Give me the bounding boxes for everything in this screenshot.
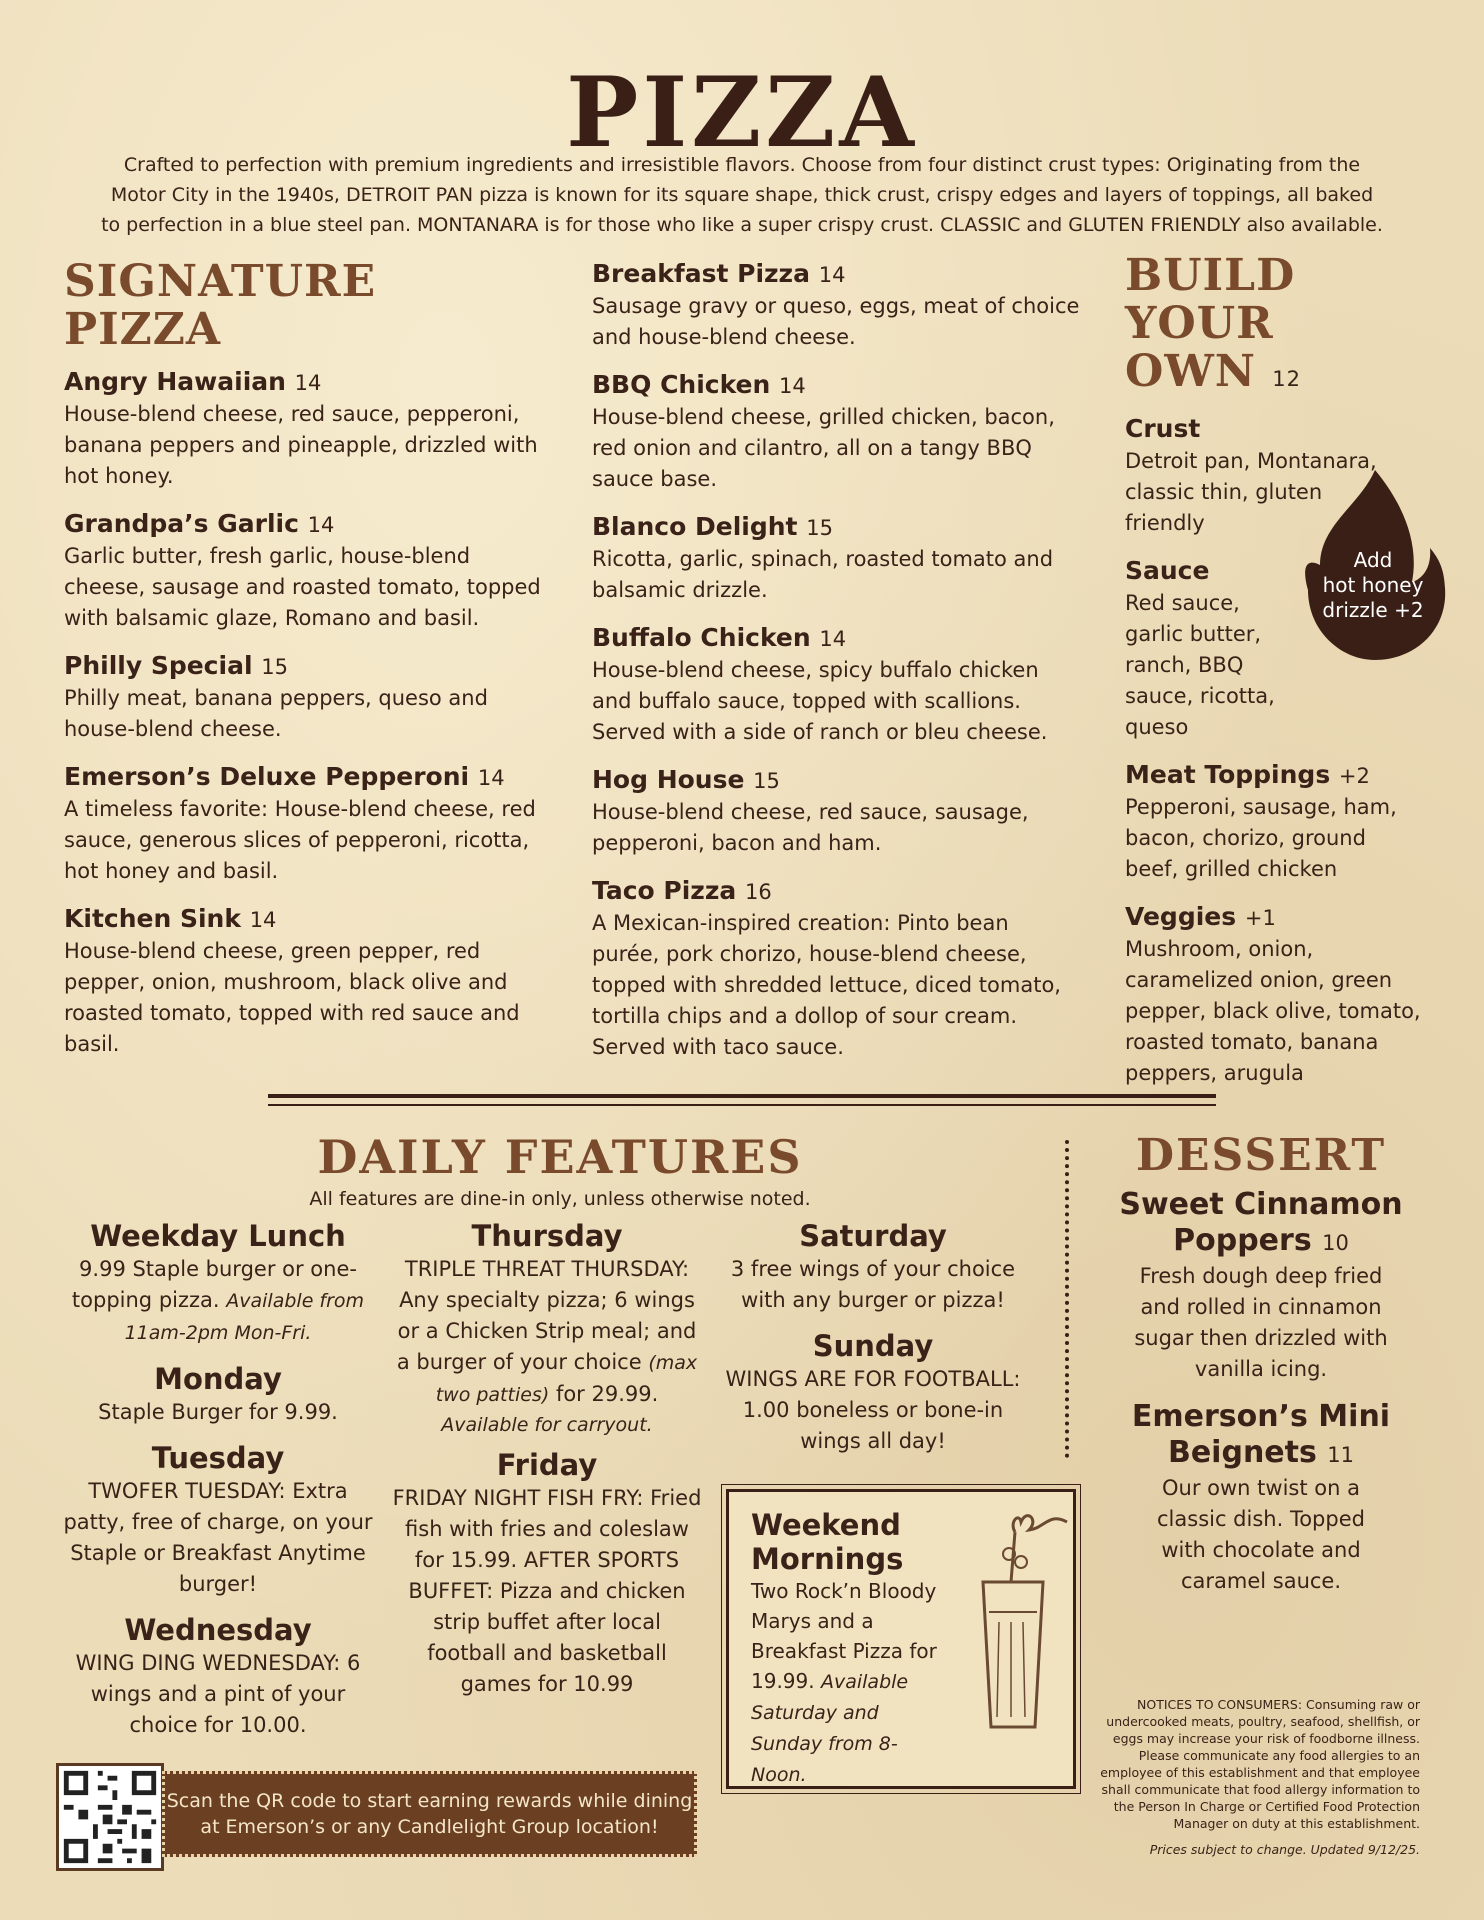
item-price: 14 — [818, 263, 846, 287]
weekend-title: Weekend Mornings — [751, 1508, 904, 1576]
option-price: +1 — [1244, 906, 1276, 930]
menu-title: PIZZA — [566, 56, 918, 169]
option-name: Crust — [1125, 414, 1201, 443]
option-description: Detroit pan, Montanara, classic thin, gluten friendly — [1125, 449, 1377, 535]
day-name: Thursday — [471, 1219, 623, 1253]
item-name: Kitchen Sink — [64, 904, 241, 933]
item-name: Philly Special — [64, 651, 253, 680]
section-divider — [268, 1094, 1216, 1098]
features-column-1 — [60, 1218, 376, 1741]
menu-item — [592, 258, 1082, 353]
item-name: Taco Pizza — [592, 876, 737, 905]
item-description: House-blend cheese, red sauce, pepperoni, banana peppers and pineapple, drizzled with hot honey. — [64, 402, 538, 488]
bloody-mary-glass-icon — [949, 1502, 1073, 1732]
day-text: 9.99 Staple burger or one-topping pizza. — [71, 1257, 357, 1312]
menu-item — [64, 903, 544, 1060]
item-name: Angry Hawaiian — [64, 367, 286, 396]
option-description: Mushroom, onion, caramelized onion, green pepper, black olive, tomato, roasted tomato, banana peppers, arugula — [1125, 937, 1421, 1085]
menu-item — [592, 511, 1082, 606]
menu-intro: Crafted to perfection with premium ingredients and irresistible flavors. Choose from four distinct crust types: Originating from the Motor City in the 1940s, DETROIT PAN pizza is known for its square shape, thick crust, crispy edges and layers of toppings, all baked to perfection in a blue steel pan. MONTANARA is for those who like a super crispy crust. CLASSIC and GLUTEN FRIENDLY also available. — [101, 154, 1383, 236]
item-price: 14 — [294, 371, 322, 395]
day-text: for 29.99. — [555, 1382, 659, 1406]
dessert-section — [1100, 1130, 1422, 1597]
day-note: (max two patties) — [435, 1352, 698, 1406]
more-pizza-section — [592, 258, 1082, 1079]
signature-heading: SIGNATURE PIZZA — [64, 256, 377, 355]
item-name: BBQ Chicken — [592, 370, 771, 399]
day-name: Saturday — [799, 1219, 947, 1253]
item-price: 15 — [806, 516, 833, 540]
day-text: 3 free wings of your choice with any burger or pizza! — [730, 1257, 1016, 1312]
day-name: Friday — [496, 1448, 598, 1482]
item-description: Garlic butter, fresh garlic, house-blend cheese, sausage and roasted tomato, topped with balsamic glaze, Romano and basil. — [64, 544, 541, 630]
hot-honey-callout: Add hot honey drizzle +2 — [1322, 548, 1424, 622]
item-price: 14 — [779, 374, 806, 398]
item-price: 14 — [477, 766, 505, 790]
day-text: FRIDAY NIGHT FISH FRY: Fried fish with fries and coleslaw for 15.99. AFTER SPORTS BUFFET: Pizza and chicken strip buffet after local football and basketball games for 10.99 — [392, 1486, 702, 1696]
item-description: House-blend cheese, grilled chicken, bacon, red onion and cilantro, all on a tangy BBQ sauce base. — [592, 405, 1055, 491]
item-description: Sausage gravy or queso, eggs, meat of choice and house-blend cheese. — [592, 294, 1080, 349]
qr-code[interactable] — [56, 1763, 164, 1871]
build-option — [1125, 901, 1425, 1089]
day-name: Tuesday — [151, 1441, 285, 1475]
build-option — [1125, 759, 1425, 885]
item-name: Grandpa’s Garlic — [64, 509, 299, 538]
build-heading: BUILD YOUR OWN 12 — [1125, 250, 1302, 397]
price-update-note: Prices subject to change. Updated 9/12/25. — [1149, 1842, 1420, 1857]
dessert-name: Emerson’s Mini Beignets 11 — [1131, 1399, 1391, 1470]
item-description: A Mexican-inspired creation: Pinto bean purée, pork chorizo, house-blend cheese, topped with shredded lettuce, diced tomato, tortilla chips and a dollop of sour cream. Served with taco sauce. — [592, 911, 1061, 1059]
signature-pizza-section — [64, 258, 544, 1076]
item-description: House-blend cheese, red sauce, sausage, pepperoni, bacon and ham. — [592, 800, 1029, 855]
daily-features-heading: DAILY FEATURES — [317, 1130, 803, 1184]
item-description: House-blend cheese, green pepper, red pepper, onion, mushroom, black olive and roasted tomato, topped with red sauce and basil. — [64, 939, 520, 1056]
item-name: Blanco Delight — [592, 512, 798, 541]
item-description: House-blend cheese, spicy buffalo chicken and buffalo sauce, topped with scallions. Served with a side of ranch or bleu cheese. — [592, 658, 1048, 744]
menu-item — [64, 761, 544, 887]
menu-item — [592, 369, 1082, 495]
dessert-heading: DESSERT — [1135, 1130, 1387, 1181]
menu-item — [592, 875, 1082, 1063]
item-description: A timeless favorite: House-blend cheese, red sauce, generous slices of pepperoni, ricotta, hot honey and basil. — [64, 797, 536, 883]
option-price: +2 — [1338, 764, 1370, 788]
qr-code-icon — [59, 1766, 161, 1868]
item-price: 15 — [753, 769, 780, 793]
day-text: TWOFER TUESDAY: Extra patty, free of charge, on your Staple or Breakfast Anytime burger! — [63, 1479, 373, 1596]
item-price: 16 — [744, 880, 772, 904]
day-name: Weekday Lunch — [90, 1219, 346, 1253]
item-price: 14 — [819, 627, 847, 651]
weekend-mornings-box — [726, 1489, 1076, 1789]
item-price: 15 — [261, 655, 288, 679]
consumer-notice: NOTICES TO CONSUMERS: Consuming raw or undercooked meats, poultry, seafood, shellfish, or eggs may increase your risk of foodborne illness. Please communicate any food allergies to an employee of this establishment and that employee shall communicate that food allergy information to the Person In Charge or Certified Food Protection Manager on duty at this establishment. — [1100, 1697, 1420, 1831]
dessert-description: Our own twist on a classic dish. Topped with chocolate and caramel sauce. — [1157, 1476, 1365, 1593]
option-description: Red sauce, garlic butter, ranch, BBQ sauce, ricotta, queso — [1125, 591, 1275, 739]
weekend-text: Two Rock’n Bloody Marys and a Breakfast Pizza for 19.99. — [751, 1579, 937, 1693]
menu-item — [64, 508, 544, 634]
dessert-description: Fresh dough deep fried and rolled in cinnamon sugar then drizzled with vanilla icing. — [1134, 1264, 1388, 1381]
features-column-3 — [718, 1218, 1028, 1457]
option-name: Sauce — [1125, 556, 1210, 585]
dotted-divider — [1065, 1140, 1069, 1458]
menu-item — [64, 366, 544, 492]
dessert-price: 10 — [1322, 1231, 1349, 1255]
menu-item — [64, 650, 544, 745]
option-description: Pepperoni, sausage, ham, bacon, chorizo, ground beef, grilled chicken — [1125, 795, 1397, 881]
day-note: Available from 11am-2pm Mon-Fri. — [124, 1290, 365, 1344]
item-price: 14 — [249, 908, 277, 932]
build-your-own-section — [1125, 252, 1425, 1105]
item-name: Breakfast Pizza — [592, 259, 810, 288]
day-text: WINGS ARE FOR FOOTBALL: 1.00 boneless or bone-in wings all day! — [725, 1367, 1021, 1453]
menu-item — [592, 764, 1082, 859]
day-name: Wednesday — [124, 1613, 312, 1647]
option-name: Meat Toppings — [1125, 760, 1331, 789]
rewards-text: Scan the QR code to start earning rewards while dining at Emerson’s or any Candlelight Group location! — [166, 1790, 693, 1838]
item-name: Hog House — [592, 765, 745, 794]
item-name: Emerson’s Deluxe Pepperoni — [64, 762, 470, 791]
features-column-2 — [392, 1218, 702, 1700]
day-name: Sunday — [812, 1329, 934, 1363]
daily-features-subheading: All features are dine-in only, unless otherwise noted. — [309, 1188, 811, 1210]
day-text: WING DING WEDNESDAY: 6 wings and a pint of your choice for 10.00. — [75, 1651, 361, 1737]
item-description: Ricotta, garlic, spinach, roasted tomato and balsamic drizzle. — [592, 547, 1054, 602]
item-price: 14 — [307, 513, 335, 537]
weekend-note: Available Saturday and Sunday from 8-Noon. — [751, 1671, 909, 1786]
day-text: Staple Burger for 9.99. — [98, 1400, 338, 1424]
dessert-price: 11 — [1327, 1443, 1355, 1467]
option-name: Veggies — [1125, 902, 1237, 931]
day-text: TRIPLE THREAT THURSDAY: Any specialty pizza; 6 wings or a Chicken Strip meal; and a burger of your choice — [396, 1257, 697, 1374]
day-note: Available for carryout. — [441, 1414, 653, 1436]
section-divider — [268, 1104, 1216, 1106]
menu-item — [592, 622, 1082, 748]
item-description: Philly meat, banana peppers, queso and house-blend cheese. — [64, 686, 488, 741]
build-price: 12 — [1272, 367, 1302, 391]
day-name: Monday — [154, 1362, 282, 1396]
dessert-name: Sweet Cinnamon Poppers 10 — [1119, 1187, 1403, 1258]
item-name: Buffalo Chicken — [592, 623, 811, 652]
